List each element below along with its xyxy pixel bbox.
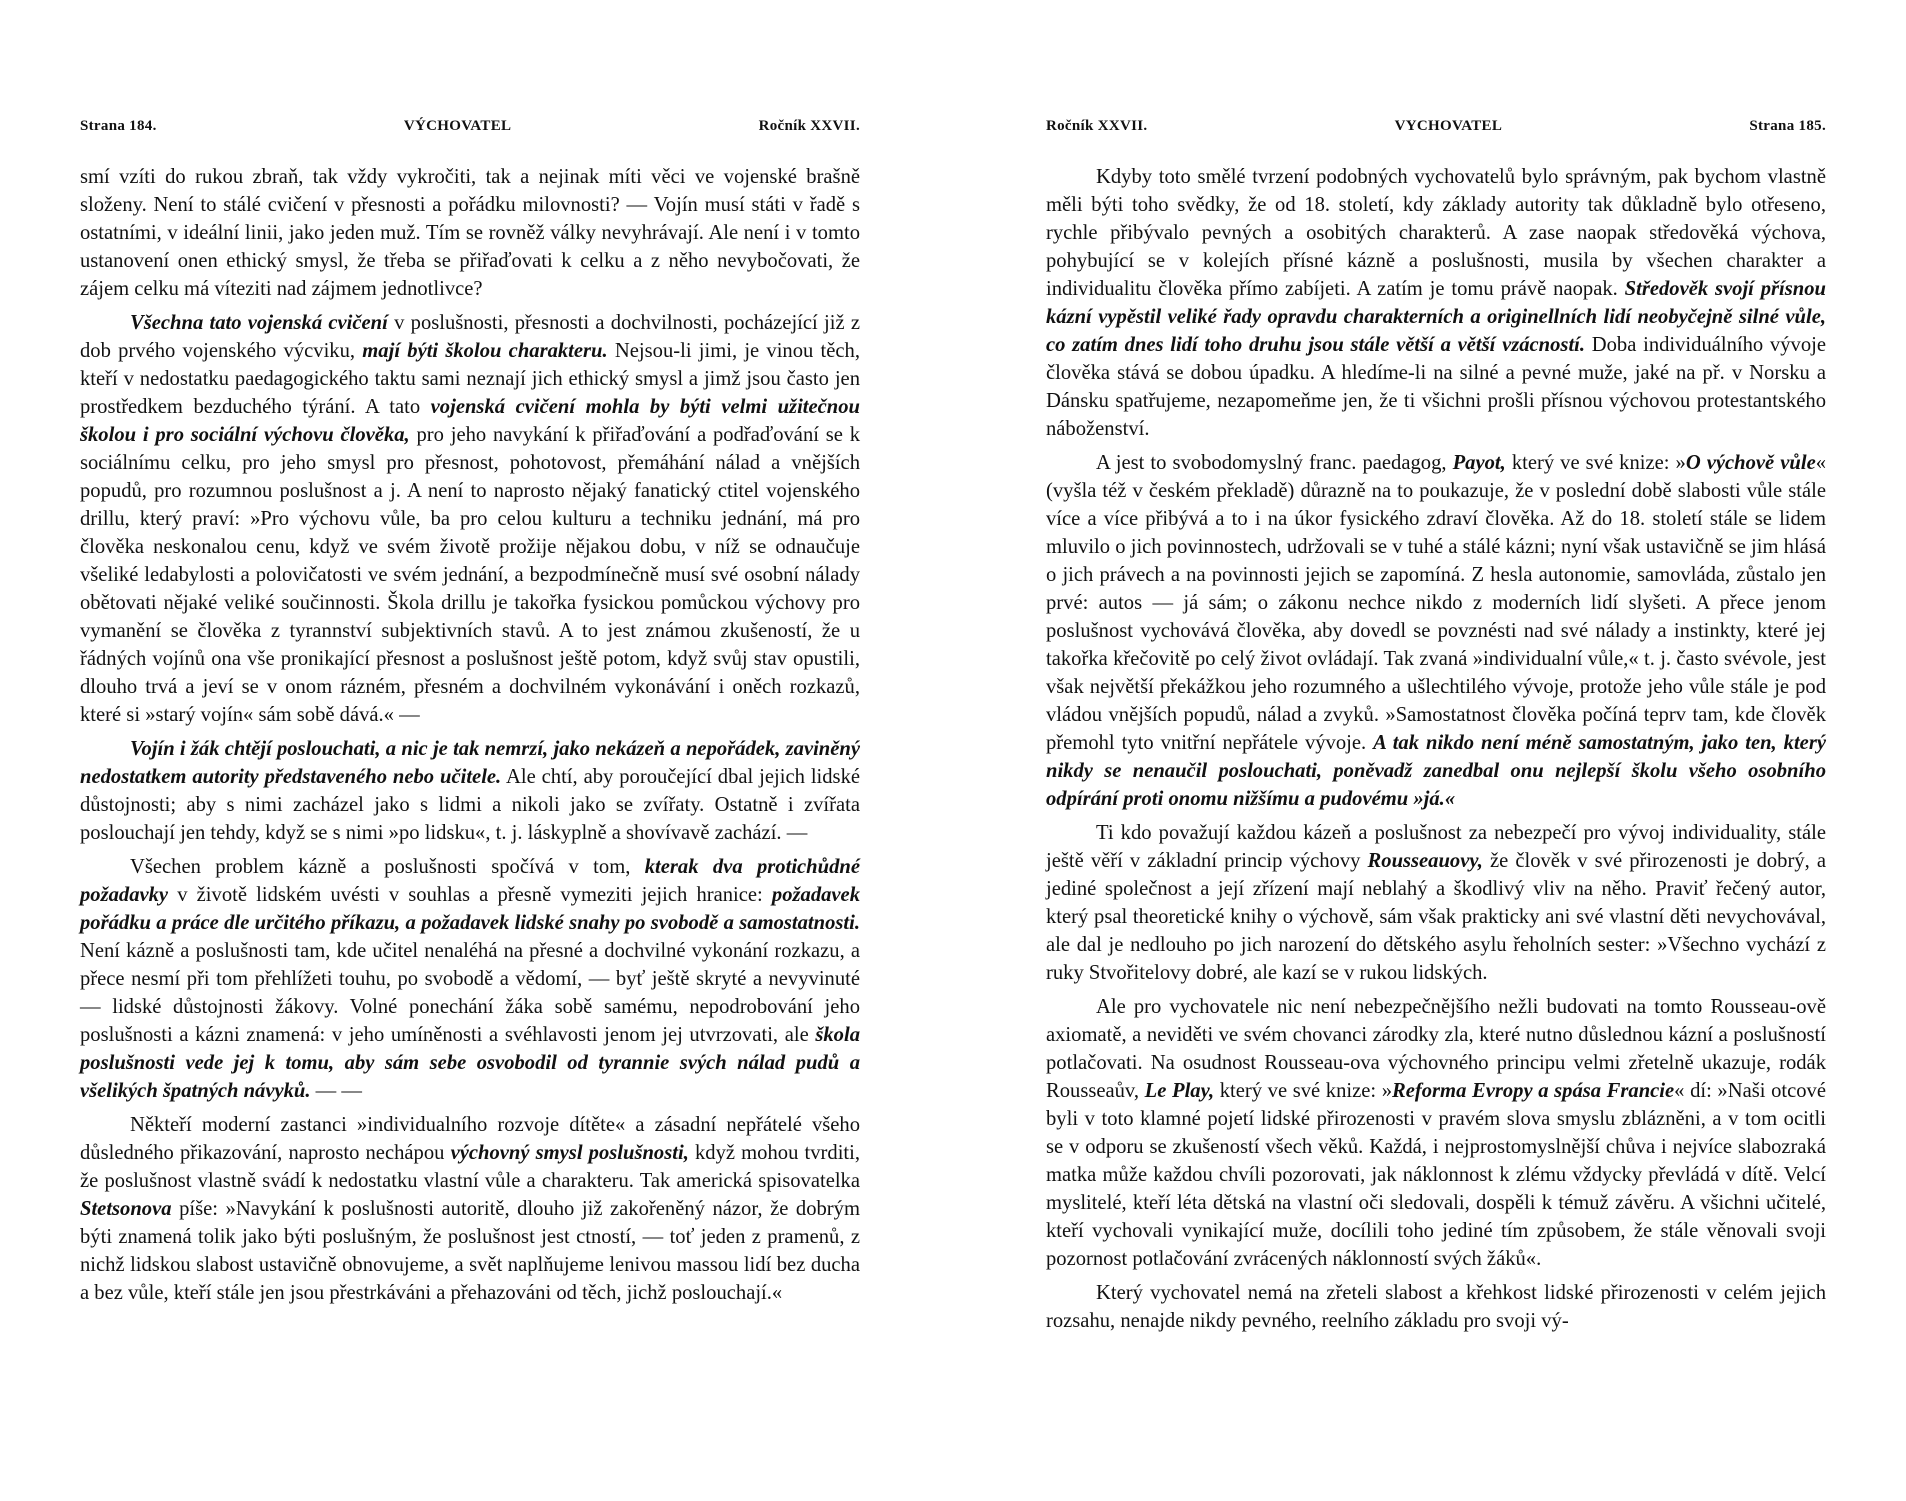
paragraph (80, 163, 860, 303)
left-running-head (80, 118, 860, 135)
text-run: když mohou tvrditi, že poslušnost vlastně svádí k nedostatku vlastní vůle a charakteru. Tak americká spisovatelka (80, 1142, 861, 1192)
text-run: smí vzíti do rukou zbraň, tak vždy vykročiti, tak a nejinak míti věci ve vojenské brašně složeny. Není to stálé cvičení v přesnosti a pořádku milovnosti? — Vojín musí státi v řadě s ostatními, v ideální linii, jako jeden muž. Tím se rovněž války nevyhrávají. Ale není i v tomto ustanovení onen ethický smysl, že třeba se přiřaďovati k celku a z něho nevybočovati, že zájem celku má víteziti nad zájmem jednotlivce? (80, 166, 860, 300)
paragraph (1046, 819, 1826, 987)
paragraph (1046, 449, 1826, 813)
text-run: Doba individuálního vývoje člověka stává se dobou úpadku. A hledíme-li na silné a pevné muže, jaké na př. v Norsku a Dánsku spatřujeme, nezapomeňme jen, že ti všichni prošli přísnou výchovou protestantského náboženství. (1046, 334, 1826, 440)
text-run: Který vychovatel nemá na zřeteli slabost a křehkost lidské přirozenosti v celém jejich rozsahu, nenajde nikdy pevného, reelního základu pro svoji vý- (1046, 1282, 1826, 1332)
page-number-label: Strana 184. (80, 118, 157, 134)
text-run: Ale chtí, aby poroučející dbal jejich lidské důstojnosti; aby s nimi zacházel jako s lidmi a nikoli jako se zvířaty. Ostatně i zvířata poslouchají jen tehdy, když se s nimi »po lidsku«, t. j. láskyplně a shovívavě zachází. — (80, 766, 861, 844)
paragraph (1046, 163, 1826, 443)
text-run: který ve své knize: » (1505, 452, 1686, 474)
text-run: Někteří moderní zastanci »individualního rozvoje dítěte« a zásadní nepřátelé všeho důsledného přikazování, naprosto nechápou (80, 1114, 860, 1164)
text-run: Není kázně a poslušnosti tam, kde učitel nenaléhá na přesné a dochvilné vykonání rozkazu, a přece nesmí při tom přehlížeti touhu, po svobodě a vědomí, — byť ještě skryté a nevyvinuté — lidské důstojnosti žákovy. Volné ponechání žáka sobě samému, nepodrobování jeho poslušnosti a kázni znamená: v jeho umíněnosti a svéhlavosti jenom jej utvrzovati, ale (80, 940, 860, 1046)
emphasized-text: škola poslušnosti vede jej k tomu, aby sám sebe osvobodil od tyrannie svých nálad pudů a všelikých špatných návyků. (80, 1024, 860, 1102)
text-run: Kdyby toto smělé tvrzení podobných vychovatelů bylo správným, pak bychom vlastně měli býti toho svědky, že od 18. století, kdy základy autority tak důkladně bylo otřeseno, rychle přibývalo pevných a osobitých charakterů. A zase naopak středověká výchova, pohybující se v kolejích přísné kázně a poslušnosti, musila by všechen charakter a individualitu člověka přímo zabíjeti. A zatím je tomu právě naopak. (1046, 166, 1826, 300)
emphasized-text: kterak dva protichůdné požadavky (80, 856, 860, 906)
text-run: — — (310, 1080, 362, 1102)
text-run: Nejsou-li jimi, je vinou těch, kteří v nedostatku paedagogického taktu sami neznají jich ethický smysl a jimž jsou často jen prostředkem bezduchého týrání. A tato (80, 340, 860, 418)
volume-label: Ročník XXVII. (758, 118, 860, 134)
emphasized-text: výchovný smysl poslušnosti, (450, 1142, 689, 1164)
left-page (80, 118, 860, 1313)
emphasized-text: A tak nikdo není méně samostatným, jako ten, který nikdy se nenaučil poslouchati, poněvadž zanedbal onu nejlepší školu všeho osobního odpírání proti onomu nižšímu a pudovému »já.« (1046, 732, 1826, 810)
text-run: v poslušnosti, přesnosti a dochvilnosti, pocházející již z dob prvého vojenského výcviku, (80, 312, 860, 362)
right-page-text (1046, 163, 1826, 1335)
emphasized-text: Stetsonova (80, 1198, 172, 1220)
text-run: A jest to svobodomyslný franc. paedagog, (1096, 452, 1453, 474)
paragraph (80, 1111, 860, 1307)
text-run: Ale pro vychovatele nic není nebezpečnějšího nežli budovati na tomto Rousseau-ově axiomatě, a neviděti ve svém chovanci zárodky zla, které nutno důslednou kázní a poslušností potlačovati. Na osudnost Rousseau-ova výchovného principu velmi zřetelně ukazuje, rodák Rousseaův, (1046, 996, 1826, 1102)
emphasized-text: mají býti školou charakteru. (362, 340, 608, 362)
emphasized-text: Reforma Evropy a spása Francie (1392, 1080, 1675, 1102)
text-run: že člověk v své přirozenosti je dobrý, a jediné společnost a její zřízení mají neblahý a škodlivý vliv na něho. Praviť řečený autor, který psal theoretické knihy o výchově, sám však prakticky ani své vlastní děti nevychovával, ale dal je nedlouho po jich narození do dětského asylu řeholních sester: »Všechno vychází z ruky Stvořitelovy dobré, ale kazí se v rukou lidských. (1046, 850, 1827, 984)
emphasized-text: Středověk svojí přísnou kázní vypěstil veliké řady opravdu charakterních a originellních lidí neobyčejně silné vůle, co zatím dnes lidí toho druhu jsou stále větší a větší vzácností. (1046, 278, 1826, 356)
text-run: v životě lidském uvésti v souhlas a přesně vymeziti jejich hranice: (168, 884, 772, 906)
right-page (1046, 118, 1826, 1341)
paragraph (80, 735, 860, 847)
emphasized-text: Payot, (1452, 452, 1506, 474)
emphasized-text: O výchově vůle (1685, 452, 1816, 474)
text-run: píše: »Navykání k poslušnosti autoritě, dlouho již zakořeněný názor, že dobrým býti znamená tolik jako býti poslušným, že poslušnost jest ctností, — toť jeden z pramenů, z nichž lidskou slabost ustavičně obnovujeme, a svět naplňujeme lenivou massou lidí bez ducha a bez vůle, kteří stále jen jsou přestrkáváni a přehazováni od těch, jichž poslouchají.« (80, 1198, 860, 1304)
right-running-head (1046, 118, 1826, 135)
text-run: Všechen problem kázně a poslušnosti spočívá v tom, (130, 856, 645, 878)
paragraph (80, 309, 860, 729)
text-run: « dí: »Naši otcové byli v toto klamné pojetí lidské přirozenosti v pravém slova smyslu zblázněni, a v tom ocitli se v odporu se zkušeností všech věků. Každá, i nejprostomyslnější chůva i nejvíce slabozraká matka může každou chvíli pozorovati, jak náklonnost k zlému vždycky převládá v dítě. Velcí myslitelé, kteří léta dětská na vlastní oči sledovali, dospěli k témuž závěru. A všichni učitelé, kteří vychovali vynikající muže, docílili toho jediné tím způsobem, že stále věnovali svoji pozornost potlačování zvrácených náklonností svých žáků«. (1046, 1080, 1826, 1270)
journal-title: VYCHOVATEL (1394, 118, 1503, 134)
text-run: který ve své knize: » (1214, 1080, 1393, 1102)
left-page-text (80, 163, 860, 1307)
emphasized-text: požadavek pořádku a práce dle určitého příkazu, a požadavek lidské snahy po svobodě a samostatnosti. (80, 884, 860, 934)
page-number-label: Strana 185. (1749, 118, 1826, 134)
paragraph (1046, 1279, 1826, 1335)
paragraph (80, 853, 860, 1105)
emphasized-text: Rousseauovy, (1367, 850, 1483, 872)
emphasized-text: Všechna tato vojenská cvičení (130, 312, 388, 334)
volume-label: Ročník XXVII. (1046, 118, 1148, 134)
emphasized-text: Vojín i žák chtějí poslouchati, a nic je tak nemrzí, jako nekázeň a nepořádek, zaviněný nedostatkem autority představeného nebo učitele. (80, 738, 860, 788)
emphasized-text: Le Play, (1144, 1080, 1215, 1102)
emphasized-text: vojenská cvičení mohla by býti velmi užitečnou školou i pro sociální výchovu člověka, (80, 396, 861, 446)
journal-title: VÝCHOVATEL (403, 118, 512, 134)
text-run: « (vyšla též v českém překladě) důrazně na to poukazuje, že v poslední době slabosti vůle stále více a více přibývá a to i na úkor fysického zdraví člověka. Až do 18. století stále se lidem mluvilo o jich povinnostech, udržovali se v tuhé a stálé kázni; nyní však ustavičně se jim hlásá o jich právech a na povinnosti jejich se zapomíná. Z hesla autonomie, samovláda, zůstalo jen prvé: autos — já sám; o zákonu nechce nikdo z moderních lidí slyšeti. A přece jenom poslušnost vychovává člověka, aby dovedl se povznésti nad své nálady a instinkty, které jej takořka křečovitě po celý život ovládají. Tak zvaná »individualní vůle,« t. j. často svévole, jest však největší překážkou jeho rozumného a ušlechtilého vývoje, protože jeho vůle stále je pod vládou vnějších popudů, nálad a zvyků. »Samostatnost člověka počíná teprv tam, kde člověk přemohl tyto vnitřní nepřátele vývoje. (1046, 452, 1827, 754)
paragraph (1046, 993, 1826, 1273)
text-run: Ti kdo považují každou kázeň a poslušnost za nebezpečí pro vývoj individuality, stále ještě věří v základní princip výchovy (1046, 822, 1826, 872)
text-run: pro jeho navykání k přiřaďování a podřaďování se k sociálnímu celku, pro jeho smysl pro přesnost, pohotovost, přemáhání nálad a vnějších popudů, pro rozumnou poslušnost a j. A není to naprosto nějaký fanatický ctitel vojenského drillu, který praví: »Pro výchovu vůle, ba pro celou kulturu a techniku jednání, má pro člověka neskonalou cenu, když ve svém životě prožije nějakou dobu, v níž se odnaučuje všeliké ledabylosti a polovičatosti ve svém jednání, a bezpodmínečně musí své osobní nálady obětovati nějaké veliké součinnosti. Škola drillu je takořka fysickou pomůckou výchovy pro vymanění se člověka z tyrannství subjektivních stavů. A to jest známou zkušeností, že u řádných vojínů ona vše pronikající přesnost a poslušnost ještě potom, když svůj stav opustili, dlouho trvá a jeví se v onom rázném, přesném a dochvilném vykonávání i oněch rozkazů, které si »starý vojín« sám sobě dává.« — (80, 424, 860, 726)
